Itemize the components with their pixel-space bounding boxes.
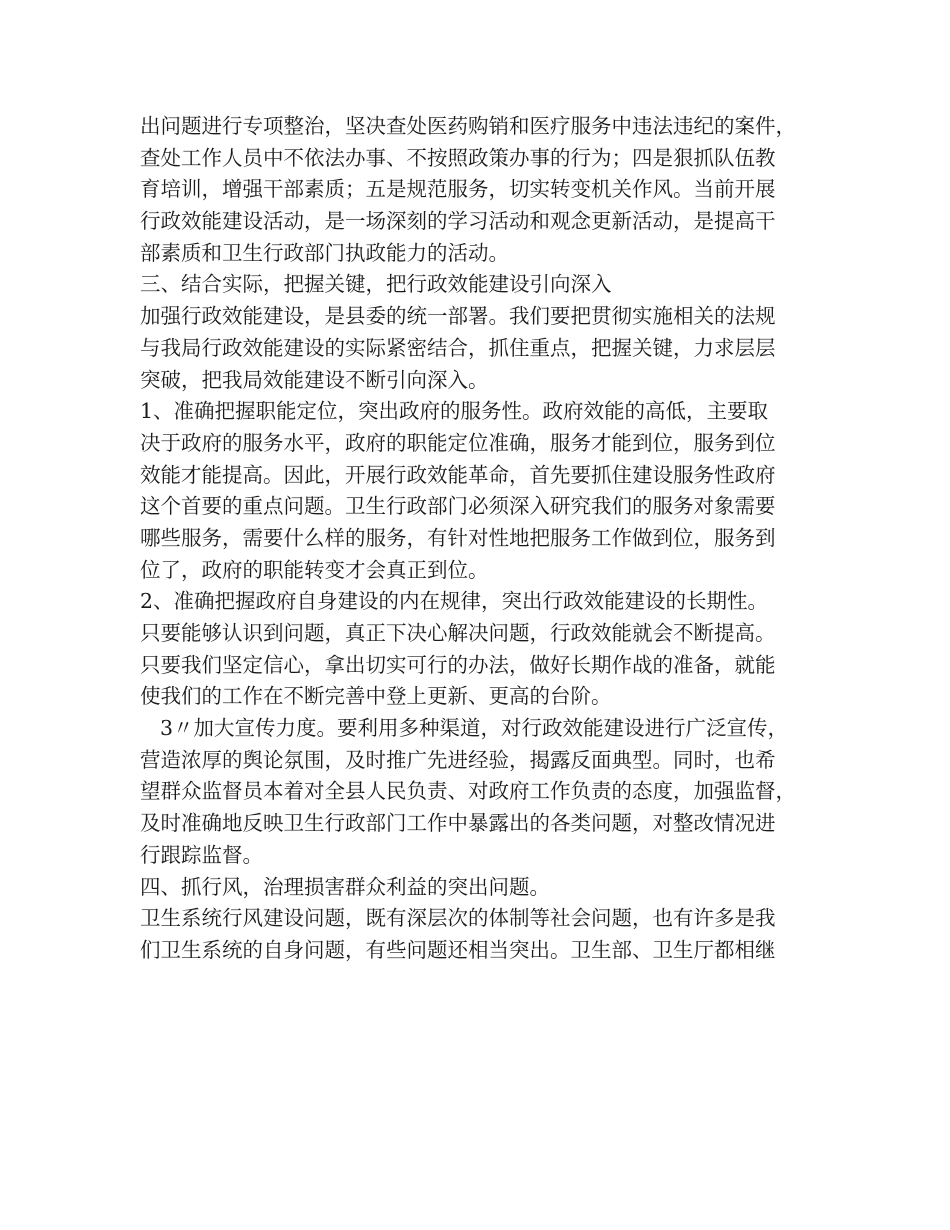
text-line: 2、准确把握政府自身建设的内在规律，突出行政效能建设的长期性。 [140,589,769,614]
text-line: 行跟踪监督。 [140,842,263,867]
text-line: 查处工作人员中不依法办事、不按照政策办事的行为；四是狠抓队伍教 [140,145,776,170]
body-text [140,111,840,967]
text-line: 出问题进行专项整治，坚决查处医药购销和医疗服务中违法违纪的案件， [140,114,796,138]
text-line: 效能才能提高。因此，开展行政效能革命，首先要抓住建设服务性政府 [140,462,776,487]
text-line: 3〃加大宣传力度。要利用多种渠道，对行政效能建设进行广泛宣传， [160,716,789,741]
text-line: 突破，把我局效能建设不断引向深入。 [140,367,489,392]
text-line: 只要能够认识到问题，真正下决心解决问题，行政效能就会不断提高。 [140,621,776,645]
text-line: 加强行政效能建设，是县委的统一部署。我们要把贯彻实施相关的法规 [140,304,776,329]
text-line: 哪些服务，需要什么样的服务，有针对性地把服务工作做到位，服务到 [140,525,776,550]
text-line: 行政效能建设活动，是一场深刻的学习活动和观念更新活动，是提高干 [140,209,776,234]
text-line: 位了，政府的职能转变才会真正到位。 [140,557,489,582]
text-line: 决于政府的服务水平，政府的职能定位准确，服务才能到位，服务到位 [140,430,776,455]
text-line: 与我局行政效能建设的实际紧密结合，抓住重点，把握关键，力求层层 [140,335,776,360]
text-line: 育培训，增强干部素质；五是规范服务，切实转变机关作风。当前开展 [140,177,776,202]
text-line: 们卫生系统的自身问题，有些问题还相当突出。卫生部、卫生厅都相继 [140,937,776,962]
text-line: 这个首要的重点问题。卫生行政部门必须深入研究我们的服务对象需要 [140,494,776,519]
text-line: 卫生系统行风建设问题，既有深层次的体制等社会问题，也有许多是我 [140,906,776,931]
text-line: 只要我们坚定信心，拿出切实可行的办法，做好长期作战的准备，就能 [140,652,776,677]
section-heading: 四、抓行风，治理损害群众利益的突出问题。 [140,874,550,899]
text-line: 及时准确地反映卫生行政部门工作中暴露出的各类问题，对整改情况进 [140,811,776,836]
text-line: 营造浓厚的舆论氛围，及时推广先进经验，揭露反面典型。同时，也希 [140,747,776,772]
text-line: 望群众监督员本着对全县人民负责、对政府工作负责的态度，加强监督， [140,779,796,804]
text-line: 1、准确把握职能定位，突出政府的服务性。政府效能的高低，主要取 [140,399,769,424]
text-line: 部素质和卫生行政部门执政能力的活动。 [140,240,509,265]
section-heading: 三、结合实际，把握关键，把行政效能建设引向深入 [140,272,612,297]
text-line: 使我们的工作在不断完善中登上更新、更高的台阶。 [140,684,612,709]
